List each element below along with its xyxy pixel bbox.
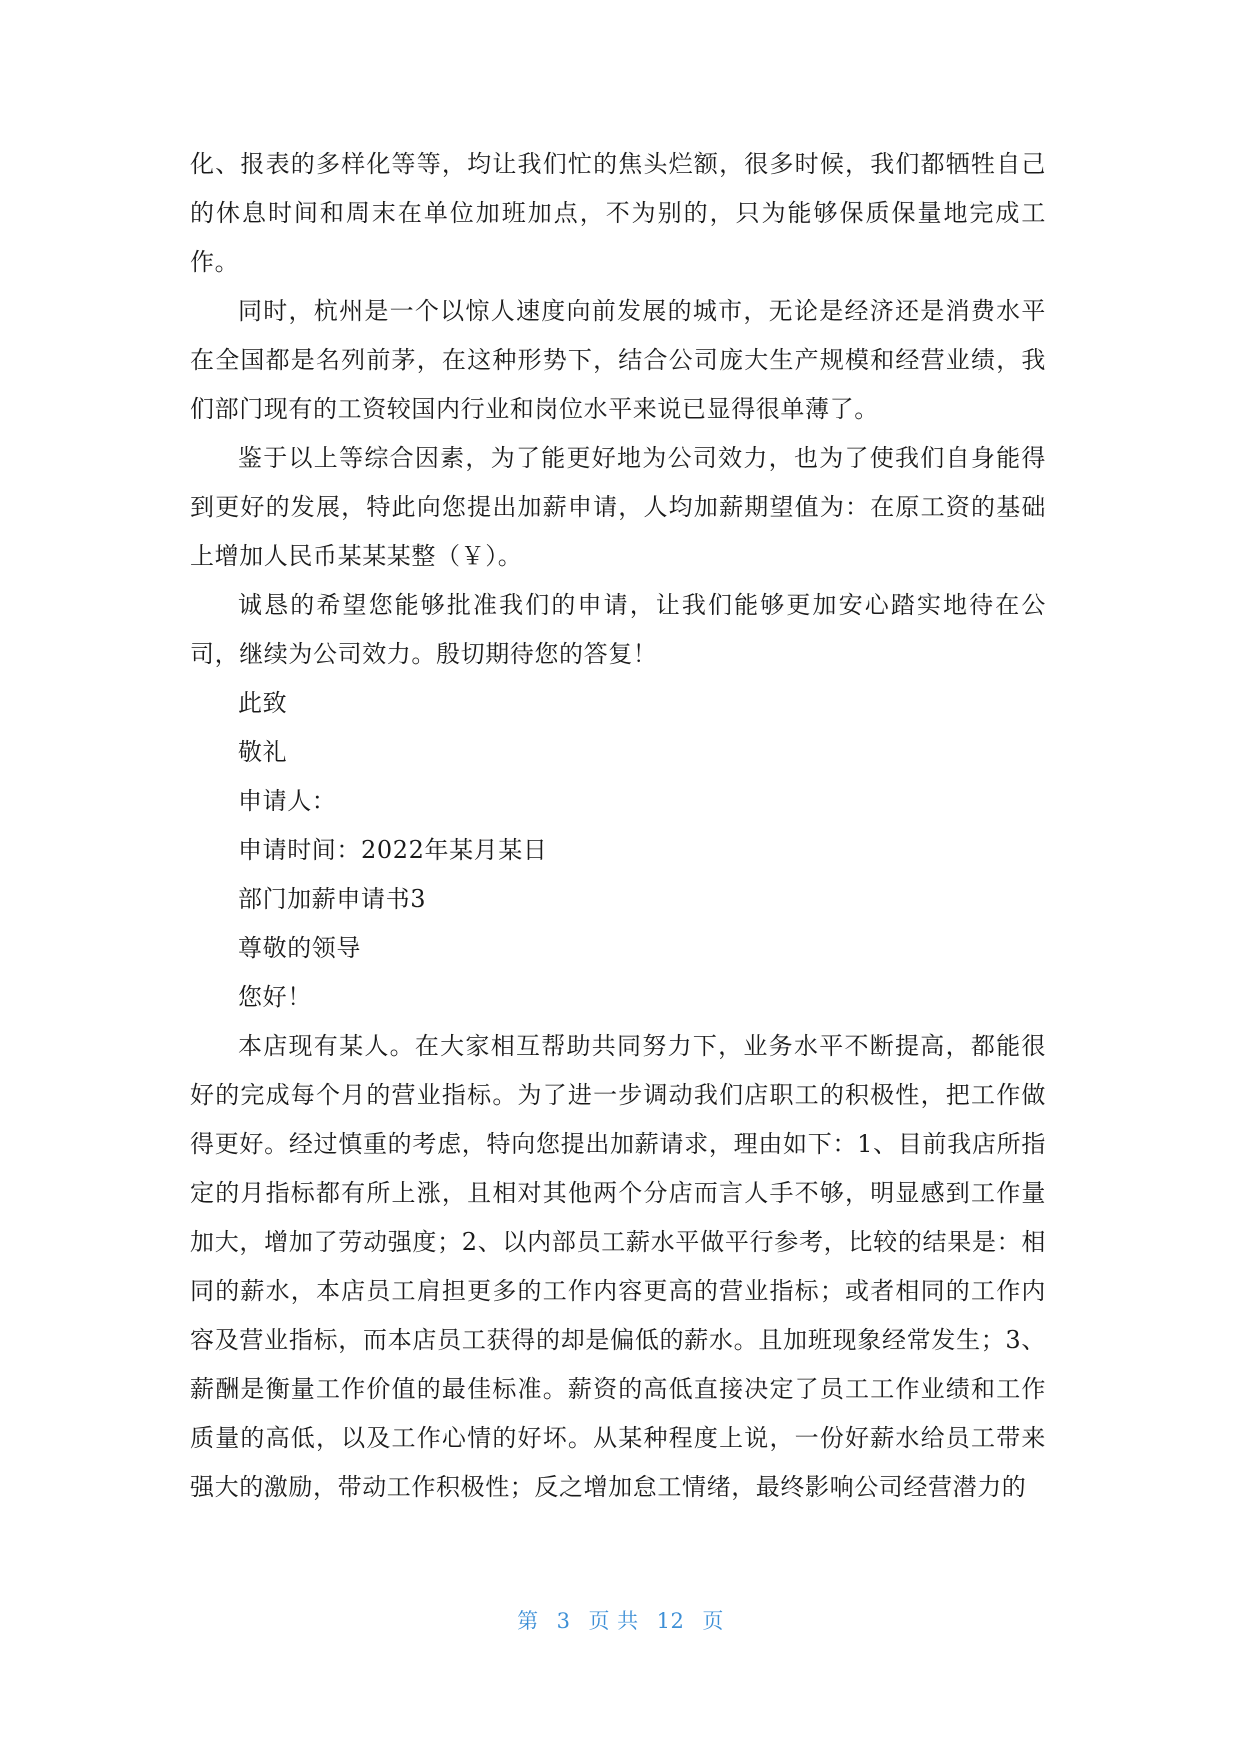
paragraph-hope: 诚恳的希望您能够批准我们的申请，让我们能够更加安心踏实地待在公司，继续为公司效力。殷切期待您的答复！ — [190, 591, 1046, 668]
letter-title: 部门加薪申请书3 — [238, 885, 427, 913]
footer-current-page: 3 — [556, 1609, 571, 1633]
footer-of-label: 页 共 — [588, 1609, 639, 1633]
footer-end-label: 页 — [702, 1609, 724, 1633]
document-body — [190, 140, 1046, 1512]
letter-body: 本店现有某人。在大家相互帮助共同努力下，业务水平不断提高，都能很好的完成每个月的营业指标。为了进一步调动我们店职工的积极性，把工作做得更好。经过慎重的考虑，特向您提出加薪请求，理由如下：1、目前我店所指定的月指标都有所上涨，且相对其他两个分店而言人手不够，明显感到工作量加大，增加了劳动强度；2、以内部员工薪水平做平行参考，比较的结果是：相同的薪水，本店员工肩担更多的工作内容更高的营业指标；或者相同的工作内容及营业指标，而本店员工获得的却是偏低的薪水。且加班现象经常发生；3、薪酬是衡量工作价值的最佳标准。薪资的高低直接决定了员工工作业绩和工作质量的高低，以及工作心情的好坏。从某种程度上说，一份好薪水给员工带来强大的激励，带动工作积极性；反之增加怠工情绪，最终影响公司经营潜力的 — [190, 1032, 1046, 1501]
closing-salute-2: 敬礼 — [238, 738, 288, 766]
footer-page-label: 第 — [517, 1609, 539, 1633]
paragraph-hangzhou: 同时，杭州是一个以惊人速度向前发展的城市，无论是经济还是消费水平在全国都是名列前茅，在这种形势下，结合公司庞大生产规模和经营业绩，我们部门现有的工资较国内行业和岗位水平来说已显得很单薄了。 — [190, 297, 1046, 423]
footer-total-pages: 12 — [656, 1609, 685, 1633]
date-line: 申请时间：2022年某月某日 — [238, 836, 548, 864]
paragraph-continued: 化、报表的多样化等等，均让我们忙的焦头烂额，很多时候，我们都牺牲自己的休息时间和周末在单位加班加点，不为别的，只为能够保质保量地完成工作。 — [190, 150, 1046, 276]
page-footer — [0, 1605, 1241, 1635]
closing-salute-1: 此致 — [238, 689, 288, 717]
applicant-line: 申请人： — [238, 787, 337, 815]
paragraph-request: 鉴于以上等综合因素，为了能更好地为公司效力，也为了使我们自身能得到更好的发展，特此向您提出加薪申请，人均加薪期望值为：在原工资的基础上增加人民币某某某整（￥）。 — [190, 444, 1046, 570]
letter-hello: 您好！ — [238, 983, 312, 1011]
letter-greeting: 尊敬的领导 — [238, 934, 361, 962]
